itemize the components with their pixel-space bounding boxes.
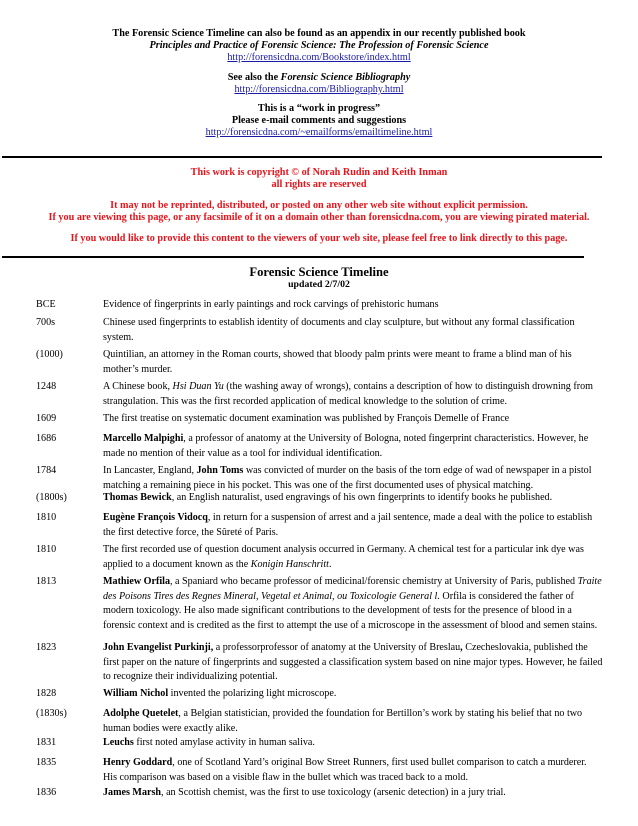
- entry-description: [103, 412, 603, 427]
- entry-text: (the washing away of wrongs), contains a description of how to distinguish drowning from strangulation. This was the first recorded application of medical knowledge to the solution of crime.: [103, 381, 593, 407]
- updated-date: updated 2/7/02: [288, 279, 350, 290]
- book-notice: [0, 28, 638, 140]
- entry-date: 1836: [36, 787, 57, 798]
- entry-description: [103, 316, 603, 345]
- entry-date: 1835: [36, 757, 57, 768]
- copyright-line: This work is copyright © of Norah Rudin and Keith Inman: [190, 167, 448, 178]
- entry-person: John Toms: [196, 465, 244, 476]
- bibliography-link[interactable]: http://forensicdna.com/Bibliography.html: [234, 83, 404, 95]
- bookstore-link[interactable]: http://forensicdna.com/Bookstore/index.html: [227, 52, 411, 64]
- entry-description: [103, 491, 603, 506]
- entry-person: John Evangelist Purkinji,: [103, 642, 214, 653]
- bibliography-notice: [0, 72, 638, 84]
- entry-description: [103, 641, 603, 685]
- entry-text: The first recorded use of question document analysis occurred in Germany. A chemical test for a particular ink dye was applied to a document known as the: [103, 544, 584, 570]
- entry-person: Eugène François Vidocq: [103, 512, 208, 523]
- entry-text: was convicted of murder on the basis of the torn edge of wad of newspaper in a pistol matching a remaining piece in his pocket. This was one of the first documented uses of physical matching.: [103, 465, 592, 491]
- piracy-warning: If you are viewing this page, or any facsimile of it on a domain other than forensicdna.com, you are viewing pirated material.: [48, 212, 590, 223]
- reprint-warning: It may not be reprinted, distributed, or posted on any other web site without explicit permission.: [110, 200, 528, 211]
- entry-person: Adolphe Quetelet: [103, 708, 179, 719]
- book-title: Principles and Practice of Forensic Science: The Profession of Forensic Science: [149, 40, 489, 52]
- entry-description: [103, 575, 603, 633]
- entry-date: 1810: [36, 544, 57, 555]
- entry-text: , an English naturalist, used engravings of his own fingerprints to identify books he published.: [171, 492, 553, 503]
- entry-date: 1784: [36, 465, 57, 476]
- entry-text: , one of Scotland Yard’s original Bow Street Runners, first used bullet comparison to catch a murderer. His comparison was based on a visible flaw in the bullet which was traced back to a mold.: [103, 757, 587, 783]
- entry-description: [103, 736, 603, 751]
- entry-date: 1828: [36, 688, 57, 699]
- entry-description: [103, 786, 603, 801]
- divider-bottom: [2, 256, 584, 258]
- work-in-progress-note: This is a “work in progress”: [257, 103, 381, 115]
- entry-person: Mathiew Orfila: [103, 576, 170, 587]
- entry-text: invented the polarizing light microscope.: [168, 688, 337, 699]
- bibliography-title: Forensic Science Bibliography: [280, 71, 411, 83]
- entry-date: 1823: [36, 642, 57, 653]
- entry-text: In Lancaster, England,: [103, 465, 197, 476]
- entry-text: , a Spaniard who became professor of medicinal/forensic chemistry at University of Paris, published: [170, 576, 578, 587]
- entry-text: , an Scottish chemist, was the first to use toxicology (arsenic detection) in a jury trial.: [161, 787, 506, 798]
- entry-date: (1830s): [36, 708, 67, 719]
- entry-date: (1800s): [36, 492, 67, 503]
- email-form-link[interactable]: http://forensicdna.com/~emailforms/emailtimeline.html: [205, 127, 433, 139]
- entry-text: , a Belgian statistician, provided the foundation for Bertillon’s work by stating his belief that no two human bodies were exactly alike.: [103, 708, 583, 734]
- entry-text: Quintilian, an attorney in the Roman courts, showed that bloody palm prints were meant to frame a blind man of his mother’s murder.: [103, 349, 572, 375]
- entry-description: [103, 756, 603, 785]
- entry-description: [103, 707, 603, 736]
- entry-description: [103, 432, 603, 461]
- entry-date: BCE: [36, 299, 56, 310]
- entry-work-title: Hsi Duan Yu: [172, 381, 224, 392]
- entry-date: 1686: [36, 433, 57, 444]
- entry-date: 1813: [36, 576, 57, 587]
- entry-person: Leuchs: [103, 737, 134, 748]
- entry-description: [103, 464, 603, 493]
- entry-text: The first treatise on systematic document examination was published by François Demelle of France: [103, 413, 510, 424]
- entry-work-title: Traite des Poisons Tires des Regnes Mineral, Vegetal et Animal, ou Toxicologie General l.: [103, 576, 602, 602]
- entry-description: [103, 298, 603, 313]
- entry-text: a professorprofessor of anatomy at the University of Breslau: [213, 642, 461, 653]
- link-permission: If you would like to provide this content to the viewers of your web site, please feel free to link directly to this page.: [70, 233, 568, 244]
- timeline-heading: [0, 265, 638, 291]
- entry-text: .: [328, 558, 332, 570]
- book-notice-line: The Forensic Science Timeline can also be found as an appendix in our recently published book: [112, 28, 526, 39]
- entry-date: 700s: [36, 317, 56, 328]
- entry-text: first noted amylase activity in human saliva.: [133, 737, 315, 748]
- entry-person: Henry Goddard: [103, 757, 173, 768]
- entry-text: Chinese used fingerprints to establish identity of documents and clay sculpture, but without any formal classification system.: [103, 317, 575, 343]
- entry-person: ,: [460, 642, 463, 653]
- entry-text: Orfila is considered the father of modern toxicology. He also made significant contributions to the development of tests for the presence of blood in a forensic context and is credited as the first to attempt the use of a microscope in the assessment of blood and semen stains.: [103, 590, 598, 631]
- entry-text: A Chinese book,: [103, 381, 173, 392]
- entry-date: 1609: [36, 413, 57, 424]
- entry-description: [103, 348, 603, 377]
- rights-line: all rights are reserved: [271, 179, 367, 190]
- page-title: Forensic Science Timeline: [249, 265, 389, 279]
- entry-date: 1248: [36, 381, 57, 392]
- entry-date: 1831: [36, 737, 57, 748]
- entry-text: , in return for a suspension of arrest and a jail sentence, made a deal with the police to establish the first detective force, the Sûreté of Paris.: [103, 512, 593, 538]
- entry-person: Thomas Bewick: [103, 492, 172, 503]
- entry-text: Czecheslovakia, published the first paper on the nature of fingerprints and suggested a classification system based on nine major types. However, he failed to recognize their individualizing potential.: [103, 642, 603, 683]
- entry-work-title: Konigin Hanschritt: [250, 558, 329, 570]
- copyright-notice: [0, 167, 638, 245]
- entry-person: Marcello Malpighi: [103, 433, 184, 444]
- entry-person: James Marsh: [103, 787, 162, 798]
- entry-description: [103, 543, 603, 572]
- entry-date: (1000): [36, 349, 63, 360]
- entry-description: [103, 511, 603, 540]
- entry-text: , a professor of anatomy at the University of Bologna, noted fingerprint characteristics. However, he made no mention of their value as a tool for individual identification.: [103, 433, 589, 459]
- see-also-prefix: See also the: [227, 71, 281, 83]
- entry-description: [103, 380, 603, 409]
- entry-text: Evidence of fingerprints in early paintings and rock carvings of prehistoric humans: [103, 299, 439, 310]
- entry-person: William Nichol: [103, 688, 169, 699]
- entry-description: [103, 687, 603, 702]
- divider-top: [2, 156, 602, 158]
- entry-date: 1810: [36, 512, 57, 523]
- email-prompt: Please e-mail comments and suggestions: [231, 115, 407, 127]
